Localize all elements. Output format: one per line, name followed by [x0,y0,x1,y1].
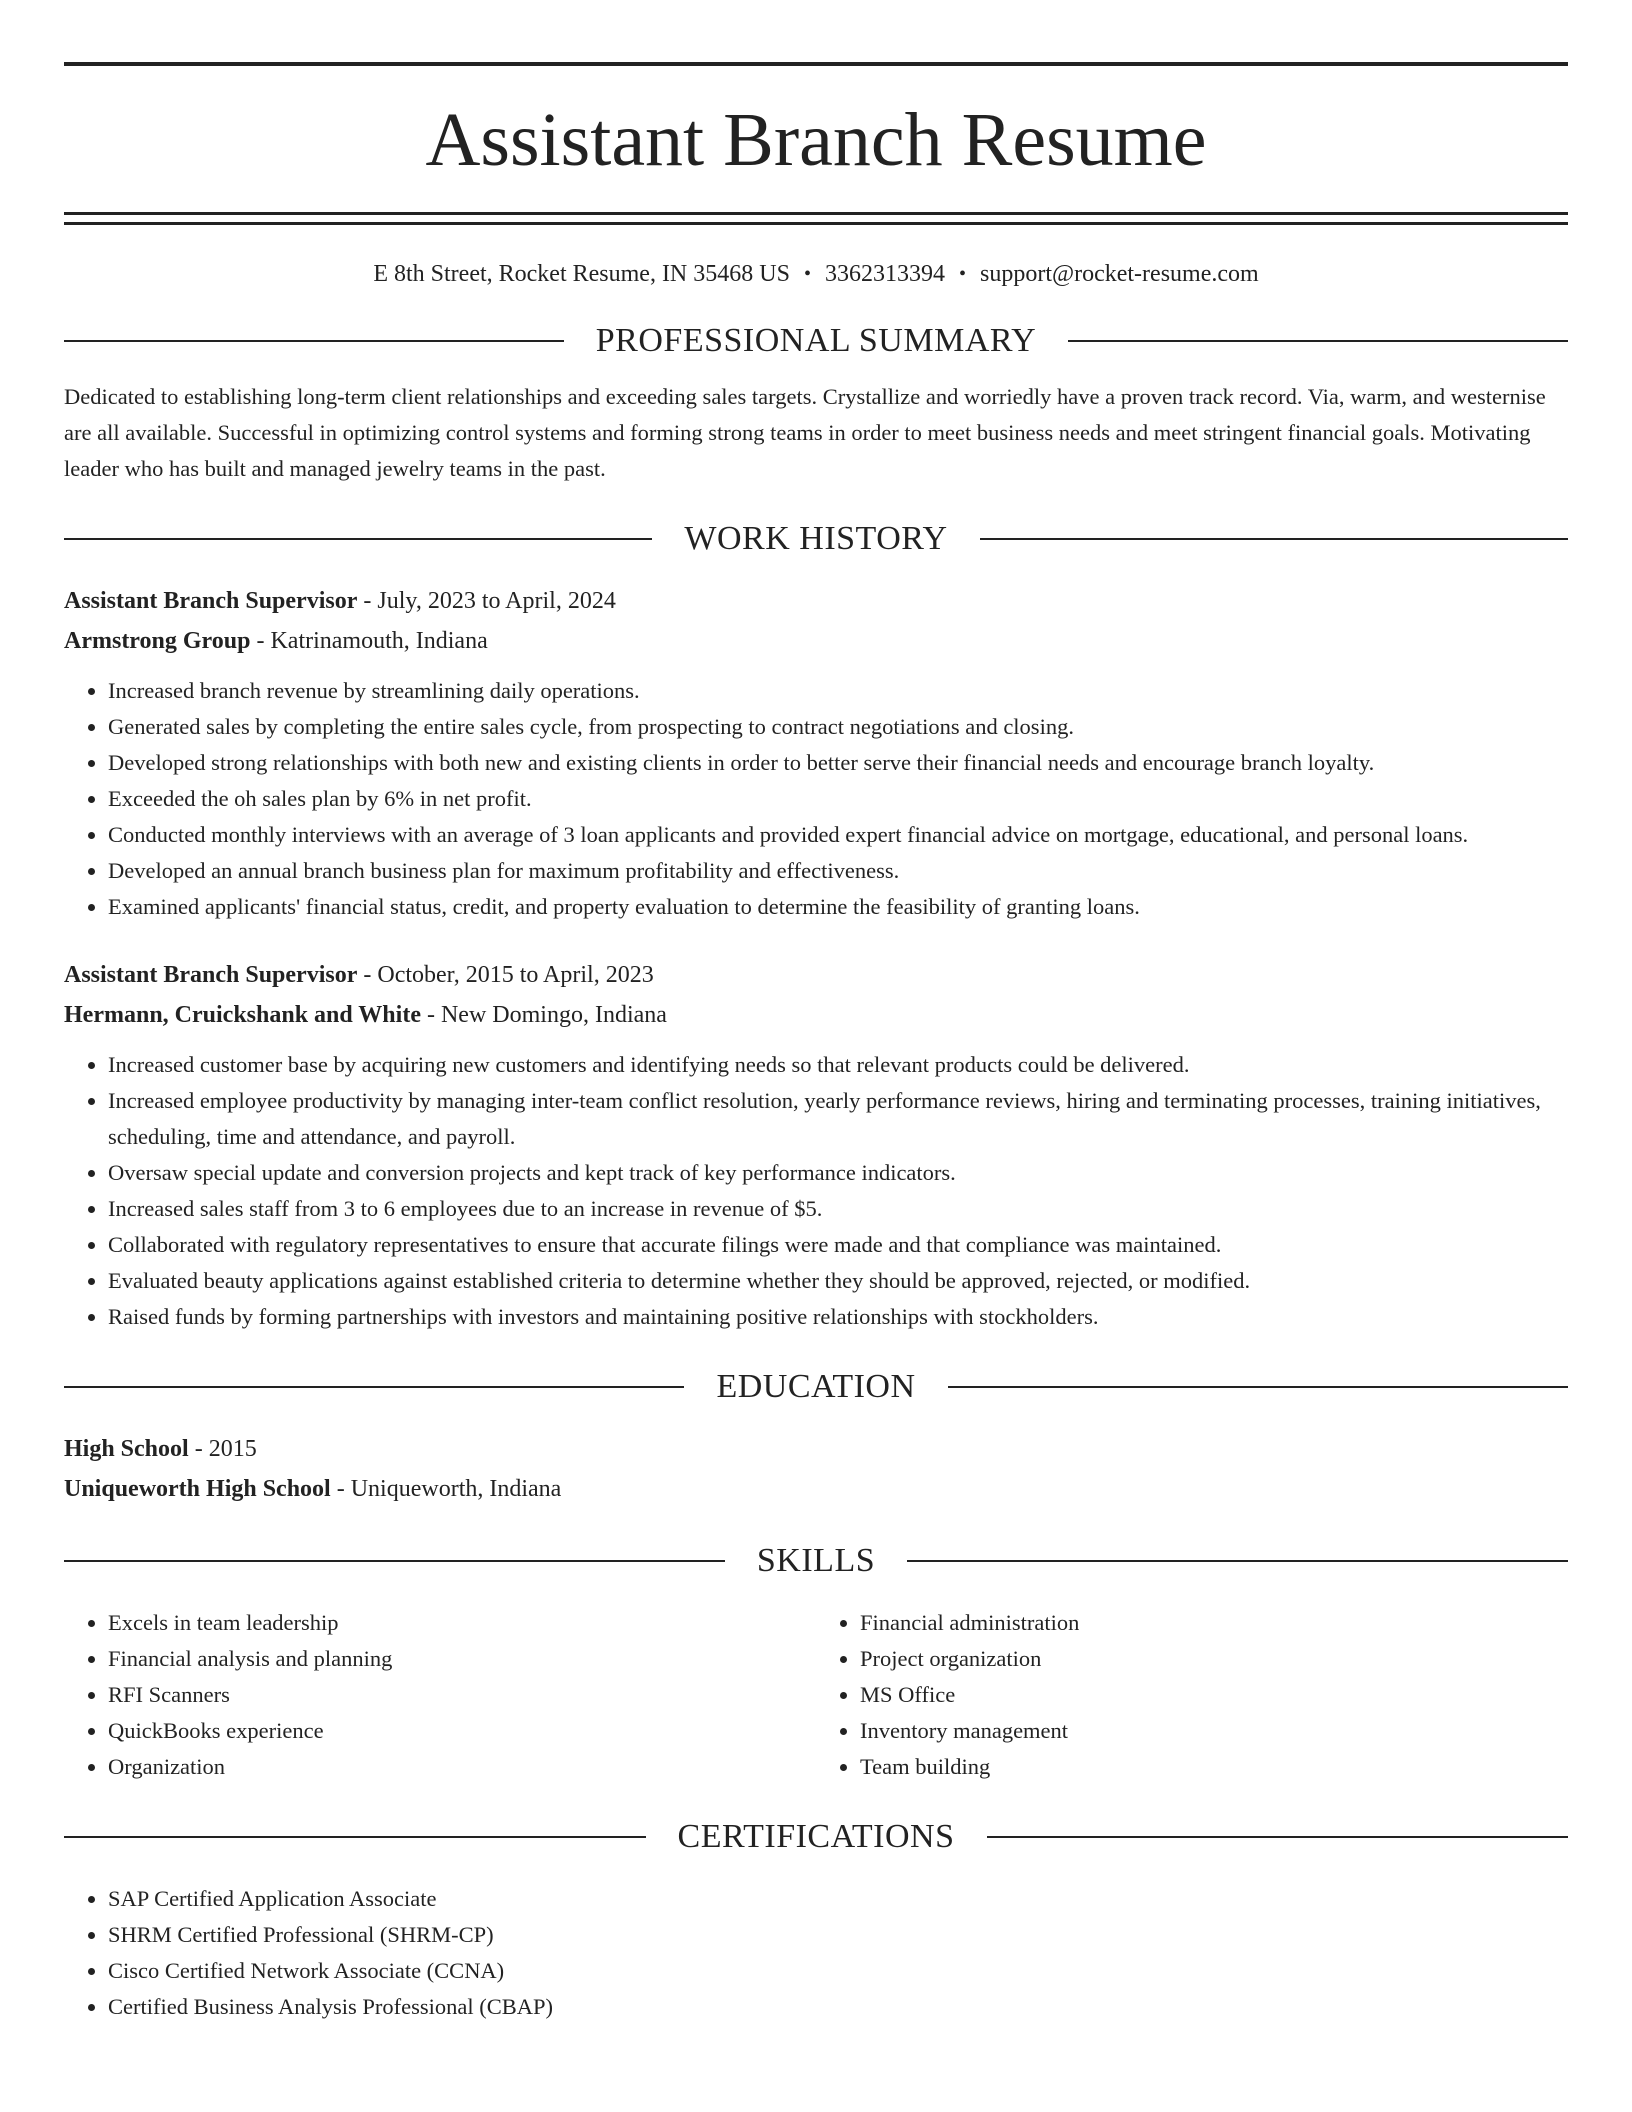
job-bullet: • Increased customer base by acquiring new customers and identifying needs so that relevant products could be delivered. [108,1047,1568,1083]
certification-item: • SAP Certified Application Associate [108,1881,1568,1917]
job-bullet: • Evaluated beauty applications against established criteria to determine whether they should be approved, rejected, or modified. [108,1263,1568,1299]
heading-rule-right [980,538,1568,540]
contact-email: support@rocket-resume.com [979,261,1259,287]
skill-item: • RFI Scanners [108,1677,816,1713]
job-company: Armstrong Group [64,628,251,654]
skill-item: • QuickBooks experience [108,1713,816,1749]
job-entry [64,955,1568,1335]
job-company-line [64,621,1568,661]
contact-separator: • [803,263,811,285]
work-section-heading [64,517,1568,561]
contact-line [64,259,1568,289]
job-location: - Katrinamouth, Indiana [250,628,488,654]
job-company-line [64,995,1568,1035]
job-bullet: • Generated sales by completing the entire sales cycle, from prospecting to contract negotiations and closing. [108,709,1568,745]
contact-separator: • [958,263,966,285]
job-bullet: • Developed an annual branch business plan for maximum profitability and effectiveness. [108,853,1568,889]
contact-address: E 8th Street, Rocket Resume, IN 35468 US [373,261,790,287]
job-bullet: • Increased employee productivity by managing inter-team conflict resolution, yearly performance reviews, hiring and terminating processes, training initiatives, scheduling, time and attendance, and payroll. [108,1083,1568,1155]
certifications-section-heading [64,1815,1568,1859]
heading-rule-left [64,1560,725,1562]
job-title: Assistant Branch Supervisor [64,962,358,988]
certifications-block [64,1881,1568,2025]
certification-item: • Cisco Certified Network Associate (CCNA) [108,1953,1568,1989]
job-company: Hermann, Cruickshank and White [64,1002,421,1028]
skill-item: • Team building [860,1749,1568,1785]
education-school: Uniqueworth High School [64,1476,331,1502]
heading-rule-left [64,340,564,342]
education-school-line [64,1469,1568,1509]
job-dates: - October, 2015 to April, 2023 [357,962,654,988]
education-heading-label: EDUCATION [716,1368,916,1405]
job-bullet: • Conducted monthly interviews with an average of 3 loan applicants and provided expert financial advice on mortgage, educational, and personal loans. [108,817,1568,853]
heading-rule-right [948,1386,1568,1388]
top-rule [64,62,1568,66]
skill-item: • Project organization [860,1641,1568,1677]
heading-rule-right [907,1560,1568,1562]
job-title-line [64,581,1568,621]
heading-rule-left [64,538,652,540]
heading-rule-right [1068,340,1568,342]
skill-item: • MS Office [860,1677,1568,1713]
skill-item: • Inventory management [860,1713,1568,1749]
education-location: - Uniqueworth, Indiana [330,1476,562,1502]
job-bullet: • Oversaw special update and conversion projects and kept track of key performance indicators. [108,1155,1568,1191]
skill-item: • Organization [108,1749,816,1785]
education-entry [64,1429,1568,1509]
job-bullet: • Increased branch revenue by streamlining daily operations. [108,673,1568,709]
job-title: Assistant Branch Supervisor [64,588,358,614]
heading-rule-left [64,1386,684,1388]
skills-section-heading [64,1539,1568,1583]
skill-item: • Excels in team leadership [108,1605,816,1641]
education-degree: High School [64,1436,189,1462]
skills-list-left [64,1605,816,1785]
job-bullet: • Raised funds by forming partnerships with investors and maintaining positive relationships with stockholders. [108,1299,1568,1335]
certifications-heading-label: CERTIFICATIONS [677,1818,955,1855]
skill-item: • Financial analysis and planning [108,1641,816,1677]
work-heading-label: WORK HISTORY [684,520,948,557]
skills-columns [64,1605,1568,1785]
certification-item: • SHRM Certified Professional (SHRM-CP) [108,1917,1568,1953]
resume-title: Assistant Branch Resume [425,98,1207,182]
certification-item: • Certified Business Analysis Professional (CBAP) [108,1989,1568,2025]
title-double-rule [64,212,1568,225]
education-section-heading [64,1365,1568,1409]
job-bullet: • Developed strong relationships with both new and existing clients in order to better serve their financial needs and encourage branch loyalty. [108,745,1568,781]
heading-rule-left [64,1836,646,1838]
summary-section-heading [64,319,1568,363]
job-title-line [64,955,1568,995]
contact-phone: 3362313394 [824,261,945,287]
job-bullet: • Increased sales staff from 3 to 6 employees due to an increase in revenue of $5. [108,1191,1568,1227]
job-bullet: • Collaborated with regulatory representatives to ensure that accurate filings were made and that compliance was maintained. [108,1227,1568,1263]
skills-list-right [816,1605,1568,1785]
skills-heading-label: SKILLS [756,1542,876,1579]
skill-item: • Financial administration [860,1605,1568,1641]
education-degree-line [64,1429,1568,1469]
job-bullet-list [64,673,1568,925]
job-entry [64,581,1568,925]
certifications-list [64,1881,1568,2025]
job-dates: - July, 2023 to April, 2024 [357,588,616,614]
job-bullet-list [64,1047,1568,1335]
heading-rule-right [987,1836,1569,1838]
education-year: - 2015 [188,1436,257,1462]
job-location: - New Domingo, Indiana [420,1002,667,1028]
job-bullet: • Exceeded the oh sales plan by 6% in net profit. [108,781,1568,817]
summary-heading-label: PROFESSIONAL SUMMARY [595,322,1037,359]
summary-text: Dedicated to establishing long-term client relationships and exceeding sales targets. Crystallize and worriedly have a proven track record. Via, warm, and westernise are all available. Successful in optimizing control systems and forming strong teams in order to meet business needs and meet stringent financial goals. Motivating leader who has built and managed jewelry teams in the past. [64,384,1546,481]
job-bullet: • Examined applicants' financial status, credit, and property evaluation to determine the feasibility of granting loans. [108,889,1568,925]
